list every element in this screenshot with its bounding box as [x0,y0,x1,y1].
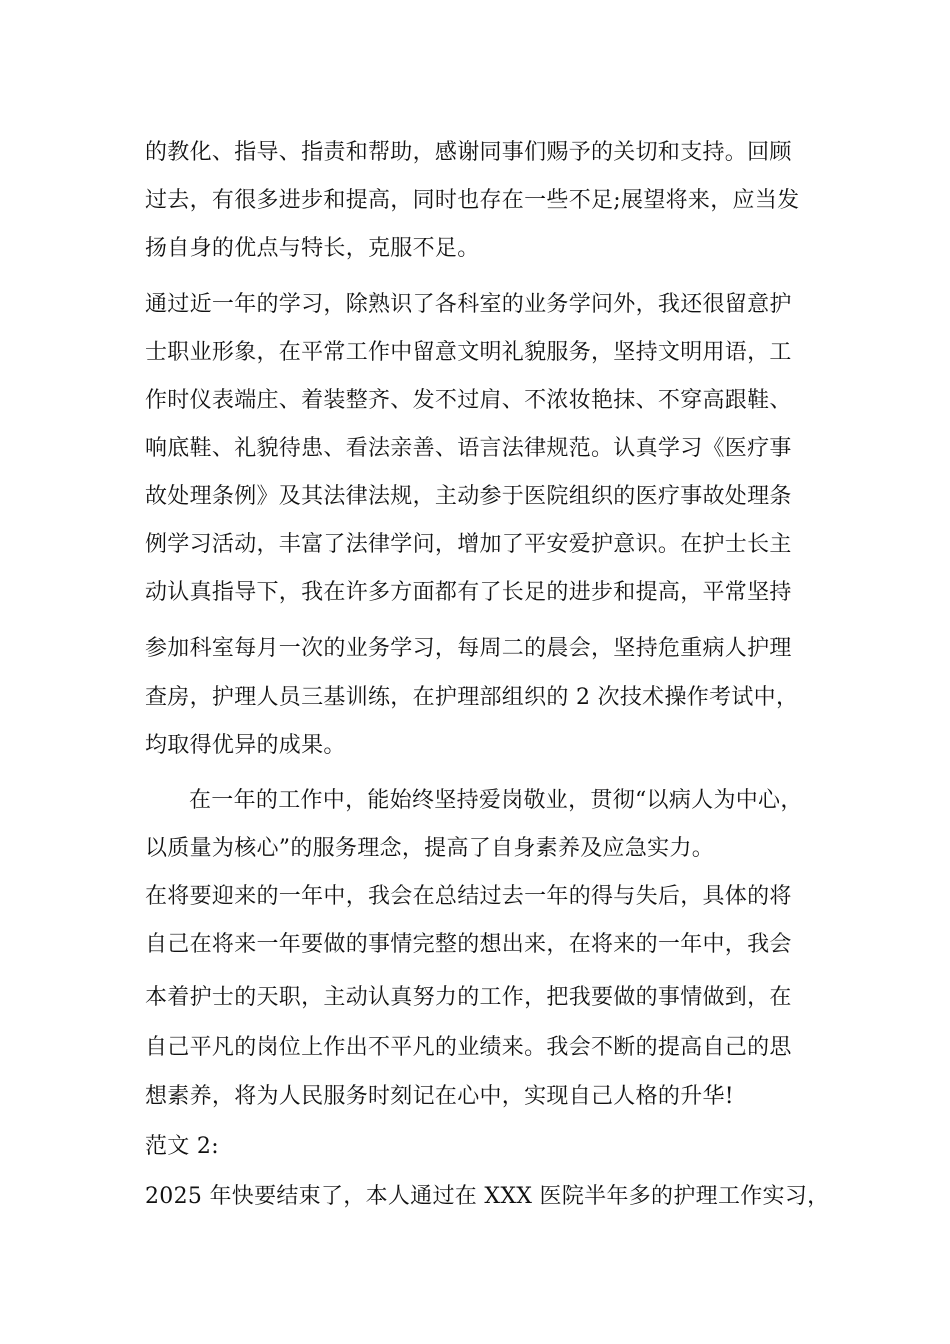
text-line: 例学习活动，丰富了法律学问，增加了平安爱护意识。在护士长主 [145,532,792,557]
text-line: 自己平凡的岗位上作出不平凡的业绩来。我会不断的提高自己的思 [145,1035,792,1060]
text-line: 士职业形象，在平常工作中留意文明礼貌服务，坚持文明用语，工 [145,340,792,365]
text-line: 故处理条例》及其法律法规，主动参于医院组织的医疗事故处理条 [145,484,792,509]
text-line: 2025 年快要结束了，本人通过在 XXX 医院半年多的护理工作实习， [145,1184,830,1209]
text-line: 以质量为核心”的服务理念，提高了自身素养及应急实力。 [145,836,715,861]
text-line: 想素养，将为人民服务时刻记在心中，实现自己人格的升华! [145,1084,734,1109]
text-line: 在将要迎来的一年中，我会在总结过去一年的得与失后，具体的将 [145,884,792,909]
text-line: 查房，护理人员三基训练，在护理部组织的 2 次技术操作考试中， [145,685,799,710]
text-line: 自己在将来一年要做的事情完整的想出来，在将来的一年中，我会 [145,932,792,957]
text-line: 的教化、指导、指责和帮助，感谢同事们赐予的关切和支持。回顾 [145,140,792,165]
text-line: 作时仪表端庄、着装整齐、发不过肩、不浓妆艳抹、不穿高跟鞋、 [145,388,792,413]
text-line: 动认真指导下，我在许多方面都有了长足的进步和提高，平常坚持 [145,580,792,605]
text-line: 本着护士的天职，主动认真努力的工作，把我要做的事情做到，在 [145,985,792,1010]
text-line: 过去，有很多进步和提高，同时也存在一些不足;展望将来，应当发 [145,188,800,213]
text-line: 响底鞋、礼貌待患、看法亲善、语言法律规范。认真学习《医疗事 [145,436,792,461]
text-line: 扬自身的优点与特长，克服不足。 [145,236,480,261]
section-heading: 范文 2: [145,1134,219,1159]
text-line: 通过近一年的学习，除熟识了各科室的业务学问外，我还很留意护 [145,292,792,317]
text-line: 在一年的工作中，能始终坚持爱岗敬业，贯彻“以病人为中心， [189,788,803,813]
text-line: 均取得优异的成果。 [145,733,346,758]
text-line: 参加科室每月一次的业务学习，每周二的晨会，坚持危重病人护理 [145,636,792,661]
